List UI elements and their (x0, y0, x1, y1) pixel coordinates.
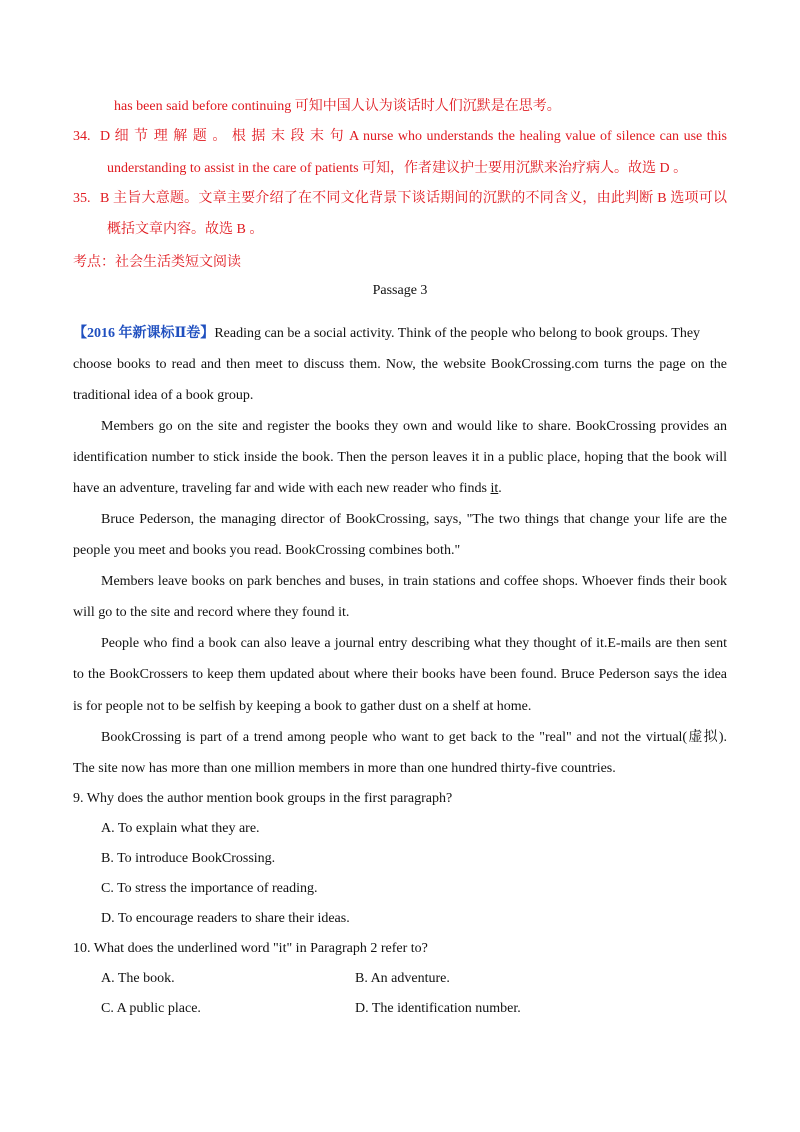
passage-title: Passage 3 (372, 283, 428, 298)
paragraph-1-text: Reading can be a social activity. Think of the people who belong to book groups. They (214, 326, 701, 341)
answer-35-line1: B 主旨大意题。文章主要介绍了在不同文化背景下谈话期间的沉默的不同含义，由此判断 B 选项可以 (100, 191, 727, 206)
paragraph-3-line2: people you meet and books you read. BookCrossing combines both." (73, 543, 461, 558)
exam-source-tag: 【2016 年新课标Ⅱ卷】 (73, 326, 215, 341)
paragraph-1-line1 (73, 324, 727, 344)
answer-35-line2: 概括文章内容。故选 B 。 (107, 222, 264, 237)
paragraph-5-line2: to the BookCrossers to keep them updated about where their books have been found. Bruce Pederson says the idea (73, 667, 727, 682)
question-9-option-b: B. To introduce BookCrossing. (101, 851, 276, 866)
question-10-option-a: A. The book. (101, 971, 175, 986)
paragraph-1-line3: traditional idea of a book group. (73, 388, 254, 403)
answer-continuation: has been said before continuing 可知中国人认为谈话时人们沉默是在思考。 (114, 99, 561, 114)
underlined-word-it: it (490, 481, 499, 496)
question-10-option-b: B. An adventure. (355, 971, 450, 986)
answer-34-line2: understanding to assist in the care of patients 可知，作者建议护士要用沉默来治疗病人。故选 D 。 (107, 161, 688, 176)
paragraph-6-line1: BookCrossing is part of a trend among people who want to get back to the "real" and not the virtual(虚拟). (101, 730, 727, 745)
question-10-stem: 10. What does the underlined word "it" in Paragraph 2 refer to? (73, 941, 428, 956)
question-10-option-c: C. A public place. (101, 1001, 201, 1016)
paragraph-3-line1: Bruce Pederson, the managing director of BookCrossing, says, "The two things that change your life are the (101, 512, 727, 527)
kaodian-note: 考点：社会生活类短文阅读 (73, 255, 241, 270)
answer-35-number: 35. (73, 191, 91, 206)
paragraph-2-line1: Members go on the site and register the books they own and would like to share. BookCrossing provides an (101, 419, 727, 434)
paragraph-2-period: . (498, 481, 502, 496)
paragraph-4-line1: Members leave books on park benches and buses, in train stations and coffee shops. Whoever finds their book (101, 574, 727, 589)
question-9-stem: 9. Why does the author mention book groups in the first paragraph? (73, 791, 453, 806)
question-9-option-d: D. To encourage readers to share their ideas. (101, 911, 350, 926)
question-10-option-d: D. The identification number. (355, 1001, 521, 1016)
paragraph-6-line2: The site now has more than one million members in more than one hundred thirty-five countries. (73, 761, 616, 776)
answer-34-number: 34. (73, 129, 91, 144)
paragraph-5-line1: People who find a book can also leave a journal entry describing what they thought of it.E-mails are then sent (101, 636, 727, 651)
answer-34-line1: D 细 节 理 解 题 。 根 据 末 段 末 句 A nurse who understands the healing value of silence can use this (100, 129, 727, 144)
paragraph-1-line2: choose books to read and then meet to discuss them. Now, the website BookCrossing.com turns the page on the (73, 357, 727, 372)
paragraph-5-line3: is for people not to be selfish by keeping a book to gather dust on a shelf at home. (73, 699, 532, 714)
question-9-option-c: C. To stress the importance of reading. (101, 881, 318, 896)
question-9-option-a: A. To explain what they are. (101, 821, 260, 836)
paragraph-2-line3 (73, 479, 502, 499)
paragraph-4-line2: will go to the site and record where they found it. (73, 605, 350, 620)
paragraph-2-line2: identification number to stick inside the book. Then the person leaves it in a public place, hoping that the book will (73, 450, 727, 465)
paragraph-2-text: have an adventure, traveling far and wide with each new reader who finds (73, 481, 491, 496)
